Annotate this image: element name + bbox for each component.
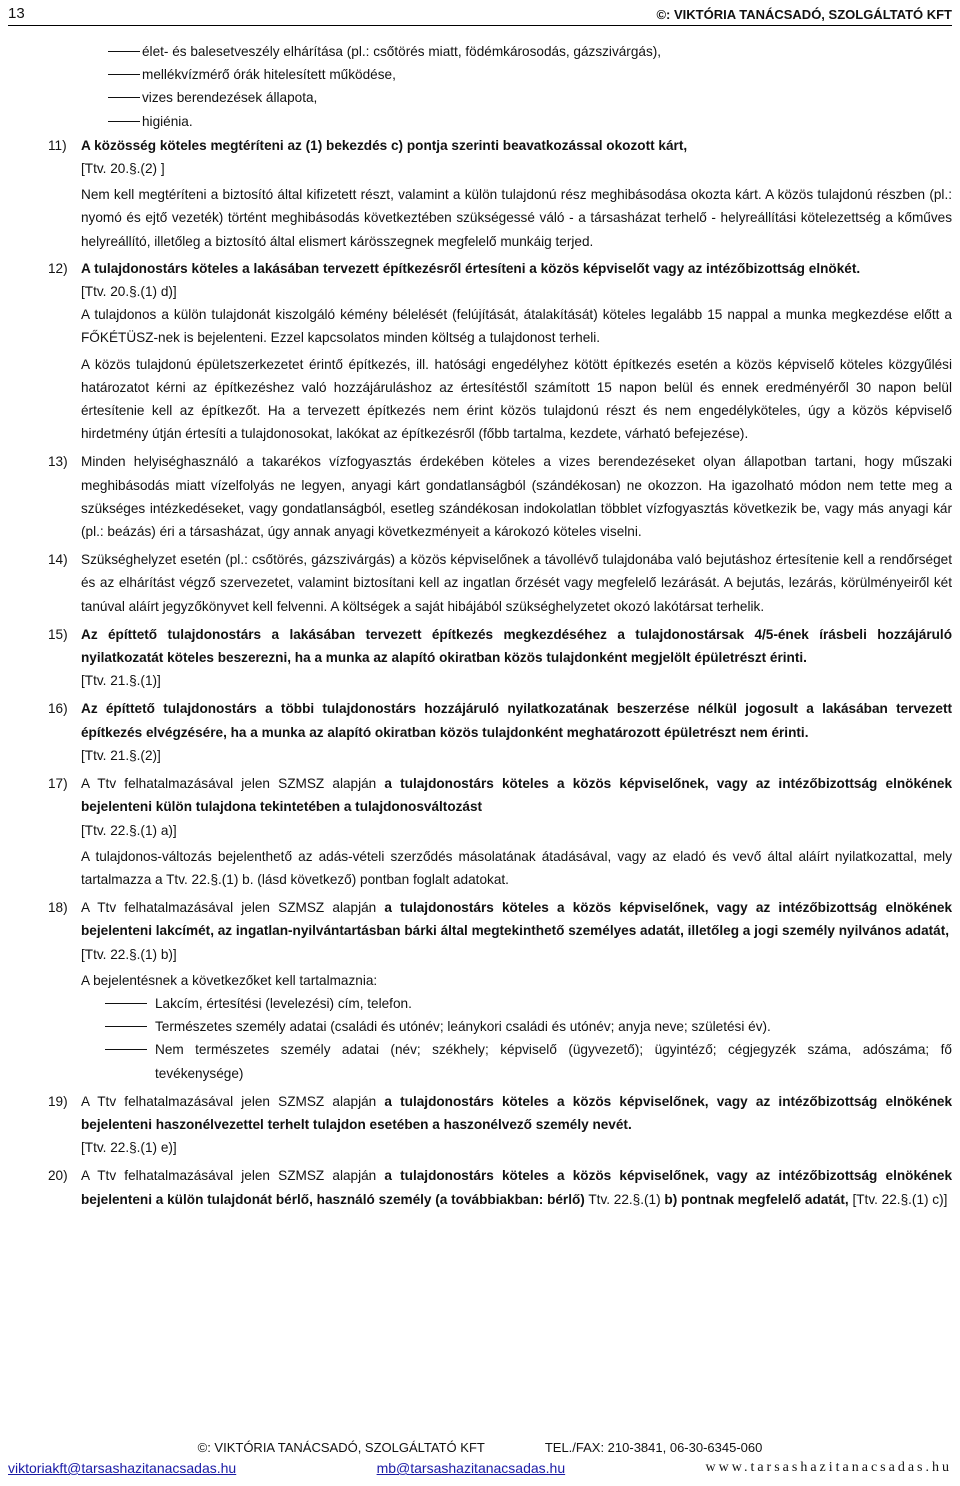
- list-item: Nem természetes személy adatai (név; székhely; képviselő (ügyvezető); ügyintéző; cégjegyzék száma, adószáma; fő tevékenysége): [81, 1038, 952, 1084]
- section-20: 20) A Ttv felhatalmazásával jelen SZMSZ alapján a tulajdonostárs köteles a közös képviselőnek, vagy az intézőbizottság elnökének bejelenteni a külön tulajdonát bérlő, használó személy (a továbbiakban: bérlő) Ttv. 22.§.(1) b) pontnak megfelelő adatát, [Ttv. 22.§.(1) c)]: [48, 1168, 952, 1207]
- list-item: Lakcím, értesítési (levelezési) cím, telefon.: [81, 992, 952, 1015]
- section-13: 13) Minden helyiséghasználó a takarékos vízfogyasztás érdekében köteles a vizes berendezéseket olyan állapotban tartani, hogy műszaki meghibásodás miatt vízelfolyás ne legyen, anyagi kárt gondatlanságból (szándékosan) ne okozzon. Ha igazolható módon nem tette meg a szükséges intézkedéseket, vagy gondatlanságból, esetleg szándékosan indokolatlan többlet vízfogyasztás következik be, vagy más anyagi kár (pl.: beázás) éri a társasházat, úgy annak anyagi következményeit a károkozó köteles viselni.: [48, 454, 952, 540]
- section-17: 17) A Ttv felhatalmazásával jelen SZMSZ alapján a tulajdonostárs köteles a közös képviselőnek, vagy az intézőbizottság elnökének bejelenteni külön tulajdona tekintetében a tulajdonosváltozást [Ttv. 22.§.(1) a)] A tulajdonos-változás bejelenthető az adás-vételi szerződés másolatának átadásával, vagy az eladó és vevő által aláírt nyilatkozattal, mely tartalmazza a Ttv. 22.§.(1) b. (lásd következő) pontban foglalt adatokat.: [48, 776, 952, 887]
- section-14: 14) Szükséghelyzet esetén (pl.: csőtörés, gázszivárgás) a közös képviselőnek a távollévő tulajdonába való bejutáshoz értesítenie kell a rendőrséget és az elhárítást végző szervezetet, valamint biztosítani kell az ingatlan őrzését vagy megfelelő lezárását. A bejutás, lezárás, körülményeiről két tanúval aláírt jegyzőkönyvet kell felvenni. A költségek a saját hibájából szükséghelyzetet okozó lakótársat terhelik.: [48, 552, 952, 614]
- list-item: mellékvízmérő órák hitelesített működése,: [48, 63, 952, 86]
- section-15: 15) Az építtető tulajdonostárs a lakásában tervezett építkezés megkezdéséhez a tulajdonostársak 4/5-ének írásbeli hozzájáruló nyilatkozatát köteles beszerezni, ha a munka az alapító okiratban közös tulajdonként megjelölt épületrészt érinti. [Ttv. 21.§.(1)]: [48, 626, 952, 689]
- page-footer: [8, 1440, 952, 1476]
- section-19: 19) A Ttv felhatalmazásával jelen SZMSZ alapján a tulajdonostárs köteles a közös képviselőnek, vagy az intézőbizottság elnökének bejelenteni haszonélvezettel terhelt tulajdon esetében a haszonélvező személy nevét. [Ttv. 22.§.(1) e)]: [48, 1093, 952, 1156]
- section-16: 16) Az építtető tulajdonostárs a többi tulajdonostárs hozzájáruló nyilatkozatának beszerzése nélkül jogosult a lakásában tervezett építkezés elvégzésére, ha a munka az alapító okiratban közös tulajdonként meghatározott épületrészt nem érinti. [Ttv. 21.§.(2)]: [48, 701, 952, 763]
- footer-phone: TEL./FAX: 210-3841, 06-30-6345-060: [544, 1440, 763, 1455]
- page-header: [8, 0, 952, 26]
- list-item: higiénia.: [48, 110, 952, 133]
- email-link-1[interactable]: viktoriakft@tarsashazitanacsadas.hu: [8, 1460, 237, 1476]
- page-number: 13: [8, 5, 25, 22]
- section-11: 11) A közösség köteles megtéríteni az (1) bekezdés c) pontja szerinti beavatkozással okozott kárt, [Ttv. 20.§.(2) ] Nem kell megtéríteni a biztosító által kifizetett részt, valamint a külön tulajdonú rész meghibásodása okozta kárt. A közös tulajdonú részben (pl.: nyomó és ejtő vezeték) történt meghibásodás következtében szükségessé váló - a társasházat terhelő - helyreállítási kötelezettség a kőműves helyreállító, illetőleg a biztosító által elismert kárösszegnek megfelelő munkáig terjed.: [48, 137, 952, 249]
- section-12: 12) A tulajdonostárs köteles a lakásában tervezett építkezésről értesíteni a közös képviselőt vagy az intézőbizottság elnökét. [Ttv. 20.§.(1) d)] A tulajdonos a külön tulajdonát kiszolgáló kémény bélelését (felújítását, átalakítását) köteles legalább 15 nappal a munka megkezdése előtt a FŐKÉTÜSZ-nek is bejelenteni. Ezzel kapcsolatos minden költség a tulajdonost terheli. A közös tulajdonú épületszerkezetet érintő építkezés, ill. hatósági engedélyhez kötött építkezés esetén a közös képviselő köteles közgyűlési határozatot kérni az építkezéshez való hozzájáruláshoz az értesítéstől számított 15 napon belül és ennek eredményéről 30 napon belül értesítenie kell az építkezőt. Ha a tervezett építkezés nem érint közös tulajdonú részt és nem engedélyköteles, úgy a közös képviselő hirdetmény útján értesíti a tulajdonosokat, lakókat az építkezésről (főbb tartalma, kezdete, várható befejezése).: [48, 260, 952, 442]
- list-item: Természetes személy adatai (családi és utónév; leánykori családi és utónév; anyja neve; születési év).: [81, 1015, 952, 1038]
- footer-company: ©: VIKTÓRIA TANÁCSADÓ, SZOLGÁLTATÓ KFT: [197, 1440, 485, 1455]
- list-item: élet- és balesetveszély elhárítása (pl.: csőtörés miatt, födémkárosodás, gázszivárgás),: [48, 40, 952, 63]
- list-item: vizes berendezések állapota,: [48, 86, 952, 109]
- document-body: [48, 40, 952, 1211]
- email-link-2[interactable]: mb@tarsashazitanacsadas.hu: [376, 1460, 566, 1476]
- website-text: www.tarsashazitanacsadas.hu: [705, 1460, 952, 1475]
- header-copyright: ©: VIKTÓRIA TANÁCSADÓ, SZOLGÁLTATÓ KFT: [656, 7, 952, 22]
- section-18: 18) A Ttv felhatalmazásával jelen SZMSZ alapján a tulajdonostárs köteles a közös képviselőnek, vagy az intézőbizottság elnökének bejelenteni lakcímét, az ingatlan-nyilvántartásban bárki által megtekinthető személyes adatát, illetőleg a jogi személy nyilvános adatát, [Ttv. 22.§.(1) b)] A bejelentésnek a következőket kell tartalmaznia: Lakcím, értesítési (levelezési) cím, telefon. Természetes személy adatai (családi és utónév; leánykori családi és utónév; anyja neve; születési év). Nem természetes személy adatai (név; székhely; képviselő (ügyvezető); ügyintéző; cégjegyzék száma, adószáma; fő tevékenysége): [48, 896, 952, 1085]
